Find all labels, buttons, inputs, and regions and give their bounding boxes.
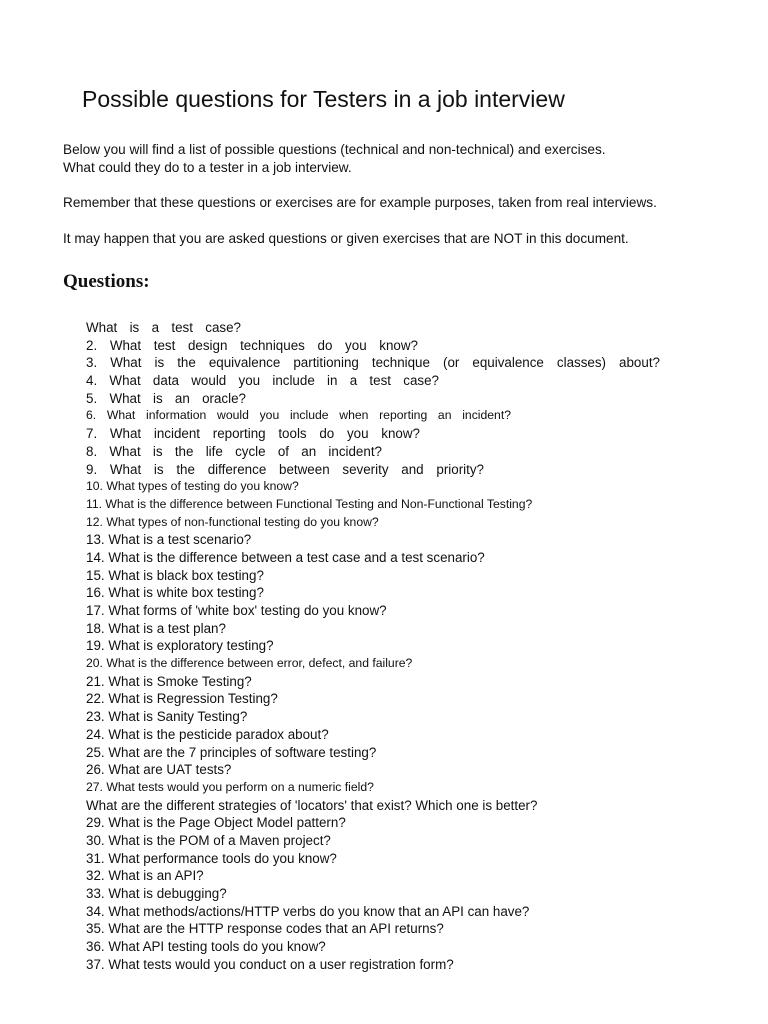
question-item: 30. What is the POM of a Maven project? xyxy=(86,832,331,848)
question-item: What are the different strategies of 'locators' that exist? Which one is better? xyxy=(86,797,538,813)
question-item: 13. What is a test scenario? xyxy=(86,532,252,548)
question-item: 12. What types of non-functional testing do you know? xyxy=(86,514,379,529)
questions-list xyxy=(86,319,666,973)
question-item: 4. What data would you include in a test case? xyxy=(86,373,439,389)
question-item: 29. What is the Page Object Model pattern? xyxy=(86,815,346,831)
questions-heading: Questions: xyxy=(63,271,150,292)
question-item: 33. What is debugging? xyxy=(86,886,227,901)
question-item: 31. What performance tools do you know? xyxy=(86,850,337,866)
question-item: 22. What is Regression Testing? xyxy=(86,691,278,707)
question-item: 2. What test design techniques do you know? xyxy=(86,337,418,353)
question-item: 24. What is the pesticide paradox about? xyxy=(86,726,329,742)
question-item: 5. What is an oracle? xyxy=(86,390,246,406)
question-item: 8. What is the life cycle of an incident? xyxy=(86,443,382,459)
may-happen-paragraph: It may happen that you are asked questions or given exercises that are NOT in this document. xyxy=(63,231,629,246)
question-item: 35. What are the HTTP response codes that an API returns? xyxy=(86,921,444,937)
question-item: 21. What is Smoke Testing? xyxy=(86,673,252,689)
question-item: 20. What is the difference between error, defect, and failure? xyxy=(86,656,413,671)
question-item: 11. What is the difference between Functional Testing and Non-Functional Testing? xyxy=(86,496,533,511)
question-item: 10. What types of testing do you know? xyxy=(86,479,299,494)
intro-line-2: What could they do to a tester in a job interview. xyxy=(63,159,352,175)
question-item: 6. What information would you include when reporting an incident? xyxy=(86,408,511,423)
question-item: 17. What forms of 'white box' testing do you know? xyxy=(86,603,387,618)
question-item: 7. What incident reporting tools do you know? xyxy=(86,426,420,442)
question-item: 34. What methods/actions/HTTP verbs do you know that an API can have? xyxy=(86,903,530,919)
question-item: 19. What is exploratory testing? xyxy=(86,638,274,654)
question-item: 18. What is a test plan? xyxy=(86,620,226,636)
question-item: 16. What is white box testing? xyxy=(86,585,264,601)
question-item: 32. What is an API? xyxy=(86,868,204,884)
question-item: 25. What are the 7 principles of software testing? xyxy=(86,744,377,760)
intro-line-1: Below you will find a list of possible questions (technical and non-technical) and exercises. xyxy=(63,142,606,157)
question-item: 14. What is the difference between a test case and a test scenario? xyxy=(86,549,485,565)
question-item: 37. What tests would you conduct on a user registration form? xyxy=(86,956,454,972)
question-item: 23. What is Sanity Testing? xyxy=(86,709,248,725)
question-item: 9. What is the difference between severity and priority? xyxy=(86,461,484,477)
remember-paragraph: Remember that these questions or exercises are for example purposes, taken from real interviews. xyxy=(63,195,657,210)
question-item: 3. What is the equivalence partitioning technique (or equivalence classes) about? xyxy=(86,355,660,371)
document-title: Possible questions for Testers in a job interview xyxy=(82,86,565,112)
question-item: 27. What tests would you perform on a numeric field? xyxy=(86,779,374,794)
question-item: What is a test case? xyxy=(86,320,241,335)
question-item: 26. What are UAT tests? xyxy=(86,762,232,778)
question-item: 36. What API testing tools do you know? xyxy=(86,939,326,955)
intro-paragraph xyxy=(63,141,606,176)
question-item: 15. What is black box testing? xyxy=(86,567,264,583)
